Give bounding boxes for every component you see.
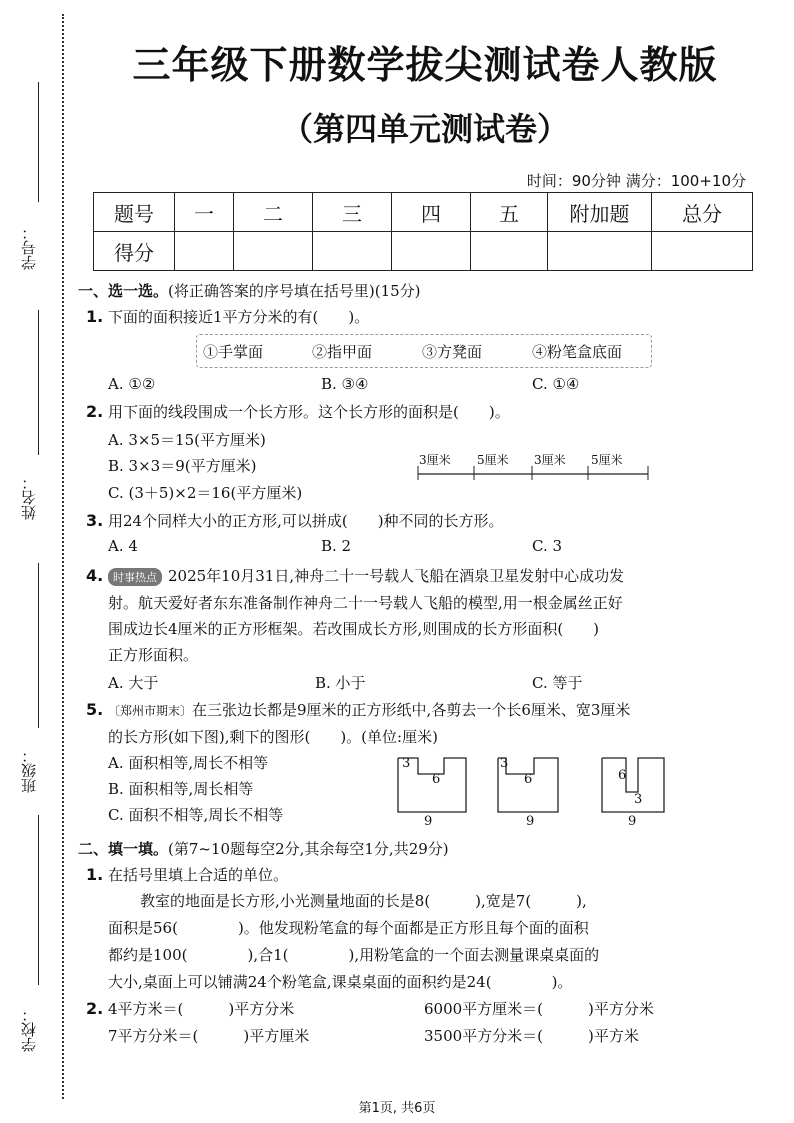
q1-option-b[interactable]: B. ③④ [321, 375, 369, 393]
question-5: 5. 〔郑州市期末〕在三张边长都是9厘米的正方形纸中,各剪去一个长6厘米、宽3厘米 [86, 700, 631, 719]
q2-segment-label: 3厘米 [419, 453, 451, 467]
hot-topic-badge: 时事热点 [108, 568, 162, 586]
name-label: 姓名： [20, 475, 38, 520]
name-field[interactable] [38, 310, 39, 455]
q4-line: 围成边长4厘米的正方形框架。若改围成长方形,则围成的长方形面积( ) [108, 620, 600, 638]
score-table [93, 192, 753, 271]
q5-fig-label: 3 [402, 756, 411, 771]
q4-line: 正方形面积。 [108, 646, 199, 664]
q4-option-a[interactable]: A. 大于 [108, 674, 159, 692]
fill-question-2: 2. 4平方米＝( )平方分米 [86, 999, 295, 1018]
time-info: 时间：90分钟 满分：100+10分 [526, 172, 746, 190]
score-cell: 总分 [652, 193, 753, 232]
class-label: 班级： [20, 748, 38, 793]
q5-fig-label: 9 [424, 814, 433, 829]
binding-dotted-line [62, 14, 64, 1099]
question-3: 3. 用24个同样大小的正方形,可以拼成( )种不同的长方形。 [86, 511, 504, 530]
q1-choice: ④粉笔盒底面 [532, 343, 623, 361]
score-input[interactable] [392, 232, 471, 271]
q5-option-c[interactable]: C. 面积不相等,周长不相等 [108, 806, 284, 824]
q4-line: 射。航天爱好者东东准备制作神舟二十一号载人飞船的模型,用一根金属丝正好 [108, 594, 623, 612]
q5-fig-label: 3 [500, 756, 509, 771]
q2-option-b[interactable]: B. 3×3＝9(平方厘米) [108, 457, 257, 475]
f2-item: 7平方分米＝( )平方厘米 [108, 1027, 310, 1045]
score-cell: 附加题 [548, 193, 652, 232]
question-4: 4. 时事热点 2025年10月31日,神舟二十一号载人飞船在酒泉卫星发射中心成功发 [86, 566, 625, 585]
q3-option-a[interactable]: A. 4 [108, 537, 138, 555]
q3-option-c[interactable]: C. 3 [532, 537, 563, 555]
q5-option-a[interactable]: A. 面积相等,周长不相等 [108, 754, 269, 772]
fill-question-1: 1. 在括号里填上合适的单位。 [86, 865, 289, 884]
q1-choice: ③方凳面 [422, 343, 483, 361]
score-cell: 一 [175, 193, 234, 232]
page-footer: 第1页, 共6页 [358, 1101, 436, 1116]
q2-segment-label: 5厘米 [591, 453, 623, 467]
question-1: 1. 下面的面积接近1平方分米的有( )。 [86, 307, 370, 326]
score-header-row [94, 193, 753, 232]
q5-fig-label: 9 [628, 814, 637, 829]
score-input[interactable] [652, 232, 753, 271]
q2-segment-label: 5厘米 [477, 453, 509, 467]
score-cell: 五 [471, 193, 548, 232]
page-title: 三年级下册数学拔尖测试卷人教版 [132, 43, 718, 87]
score-cell: 得分 [94, 232, 175, 271]
q1-option-a[interactable]: A. ①② [108, 375, 156, 393]
q3-option-b[interactable]: B. 2 [321, 537, 352, 555]
score-input[interactable] [234, 232, 313, 271]
q1-choice: ②指甲面 [312, 343, 373, 361]
q5-option-b[interactable]: B. 面积相等,周长相等 [108, 780, 254, 798]
score-cell: 二 [234, 193, 313, 232]
f1-line: 都约是100( ),合1( ),用粉笔盒的一个面去测量课桌桌面的 [108, 946, 600, 964]
q1-choice: ①手掌面 [203, 343, 264, 361]
q5-line: 的长方形(如下图),剩下的图形( )。(单位:厘米) [108, 728, 438, 746]
score-input[interactable] [313, 232, 392, 271]
section-2-heading: 二、填一填。(第7~10题每空2分,其余每空1分,共29分) [78, 840, 449, 858]
q5-fig-label: 6 [618, 768, 627, 783]
q5-figure-c [602, 758, 664, 812]
q5-fig-label: 6 [432, 772, 441, 787]
class-field[interactable] [38, 563, 39, 728]
f2-item: 3500平方分米＝( )平方米 [424, 1027, 639, 1045]
school-label: 学校： [20, 1007, 38, 1052]
score-input[interactable] [175, 232, 234, 271]
score-cell: 四 [392, 193, 471, 232]
section-1-heading: 一、选一选。(将正确答案的序号填在括号里)(15分) [78, 282, 421, 300]
score-input[interactable] [471, 232, 548, 271]
q5-fig-label: 6 [524, 772, 533, 787]
q1-option-c[interactable]: C. ①④ [532, 375, 580, 393]
score-cell: 三 [313, 193, 392, 232]
school-field[interactable] [38, 815, 39, 985]
f1-line: 教室的地面是长方形,小光测量地面的长是8( ),宽是7( ), [140, 892, 587, 910]
score-cell: 题号 [94, 193, 175, 232]
score-value-row [94, 232, 753, 271]
student-id-label: 学号： [20, 225, 38, 270]
q4-option-b[interactable]: B. 小于 [315, 674, 366, 692]
score-input[interactable] [548, 232, 652, 271]
page-subtitle: （第四单元测试卷） [280, 110, 569, 148]
f1-line: 面积是56( )。他发现粉笔盒的每个面都是正方形且每个面的面积 [108, 919, 589, 937]
q4-option-c[interactable]: C. 等于 [532, 674, 583, 692]
q2-option-c[interactable]: C. (3＋5)×2＝16(平方厘米) [108, 484, 303, 502]
q2-option-a[interactable]: A. 3×5＝15(平方厘米) [108, 431, 266, 449]
f1-line: 大小,桌面上可以铺满24个粉笔盒,课桌桌面的面积约是24( )。 [108, 973, 573, 991]
question-2: 2. 用下面的线段围成一个长方形。这个长方形的面积是( )。 [86, 402, 510, 421]
q5-fig-label: 9 [526, 814, 535, 829]
f2-item: 6000平方厘米＝( )平方分米 [424, 1000, 654, 1018]
student-id-field[interactable] [38, 82, 39, 202]
q5-source: 〔郑州市期末〕 [108, 704, 193, 718]
q2-segment-label: 3厘米 [534, 453, 566, 467]
q5-fig-label: 3 [634, 792, 643, 807]
